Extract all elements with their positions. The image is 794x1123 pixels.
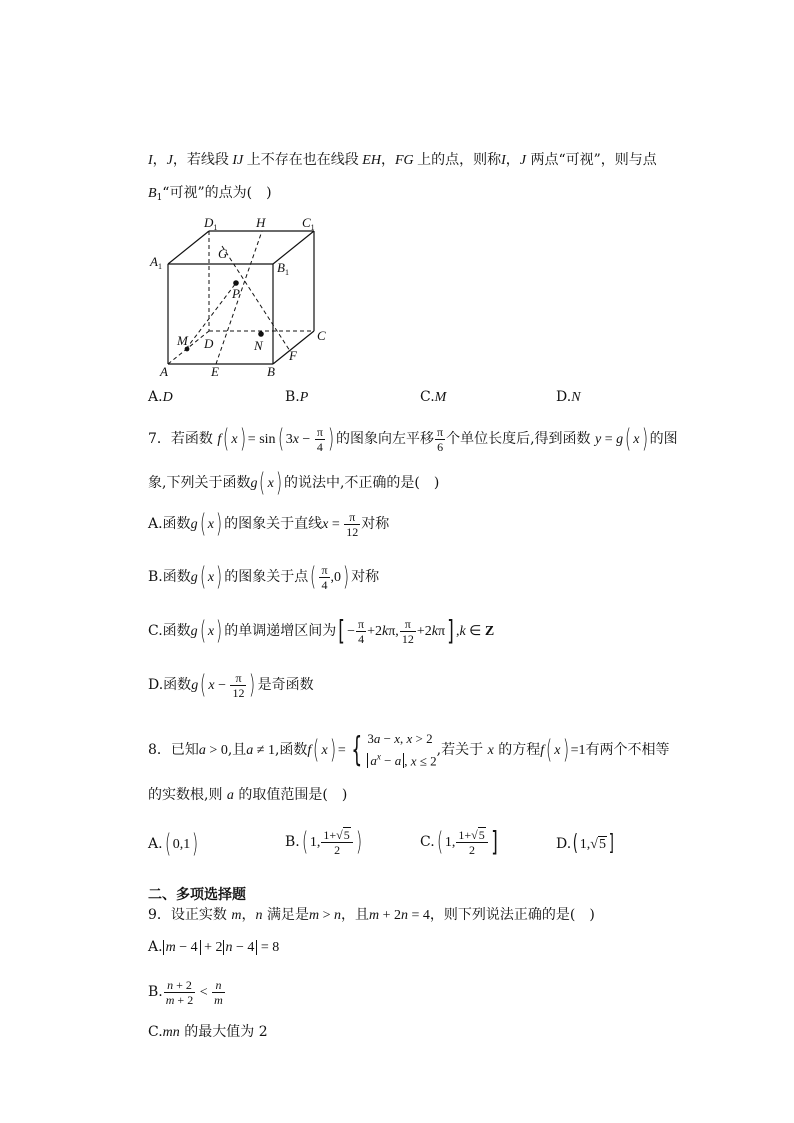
q9-option-a: A. m − 4 + 2 n − 4 = 8 (148, 939, 280, 955)
q7-option-a: A.函数g( x) 的图象关于直线x = $\frac{\pi}{12}$ 对称 (148, 509, 390, 539)
q9-option-c: C.mn 的最大值为 2 (148, 1024, 268, 1040)
q8-stem-line2: 的实数根,则 a 的取值范围是( ) (148, 787, 348, 803)
edge-a1d1 (168, 231, 209, 264)
section-heading: 二、多项选择题 (148, 887, 246, 903)
label-m: M (177, 333, 188, 348)
q8-option-b: B.( 1, $\frac{1+√5}{2}$ ) (285, 827, 362, 857)
q6-option-b: B.P (285, 389, 309, 405)
label-a1: $A_1$ (150, 254, 162, 271)
q6-option-d: D.N (556, 389, 581, 405)
q7-option-d: D.函数g( x − $\frac{\pi}{12}$ ) 是奇函数 (148, 670, 314, 700)
label-d: D (204, 336, 214, 351)
q6-line2: $B_1“$可视”的点为( ) (148, 185, 272, 203)
q7-option-b: B.函数g( x) 的图象关于点( $\frac{\pi}{4}$ ,0) 对称 (148, 562, 380, 592)
q8-option-a: A.( 0,1) (148, 829, 199, 859)
point-n (258, 331, 264, 337)
label-f: F (289, 348, 297, 363)
label-d1: $D_1$ (204, 215, 218, 232)
label-a: A (160, 364, 168, 379)
q8-option-c: C.( 1, $\frac{1+√5}{2}$ ] (420, 825, 498, 858)
label-e: E (211, 364, 219, 379)
label-b1: $B_1$ (277, 260, 289, 277)
q7-stem-line2: 象,下列关于函数g( x) 的说法中,不正确的是( ) (148, 468, 440, 498)
q6-option-a: A.D (148, 389, 173, 405)
label-g: G (218, 246, 228, 261)
q8-stem-line1: 8．已知a > 0,且a ≠ 1,函数f( x) = { 3a − x, x > 2 $a^x - a$ , x ≤ 2 ,若关于 x 的方程f( x) =1有两个不相等 (148, 730, 670, 771)
label-c: C (317, 328, 326, 343)
label-n: N (254, 338, 263, 353)
q9-stem: 9．设正实数 m，n 满足是m > n，且m + 2n = 4，则下列说法正确的是( ) (148, 907, 595, 923)
label-p: P (232, 286, 240, 301)
label-h: H (256, 215, 266, 230)
q9-option-b: B. $\frac{n + 2}{m + 2}$ < $\frac{n}{m}$ (148, 977, 223, 1007)
point-p (233, 280, 239, 286)
q7-stem-line1: 7．若函数 f( x) = sin( 3x − $\frac{\pi}{4}$ ) 的图象向左平移 $\frac{\pi}{6}$ 个单位长度后,得到函数 y = g( x) 的图 (148, 424, 678, 454)
label-b: B (267, 364, 275, 379)
label-c1: $C_1$ (302, 215, 315, 232)
q8-option-d: D.( 1,√5 ] (556, 831, 614, 856)
q6-line1: I，J，若线段 IJ 上不存在也在线段 EH，FG 上的点，则称I，J 两点“可视”，则与点 (148, 152, 657, 168)
q6-option-c: C.M (420, 389, 447, 405)
cube-figure (140, 208, 340, 380)
q7-option-c: C.函数g( x) 的单调递增区间为[ − $\frac{\pi}{4}$ +2kπ, $\frac{\pi}{12}$ +2kπ] ,k ∈ Z (148, 614, 495, 647)
